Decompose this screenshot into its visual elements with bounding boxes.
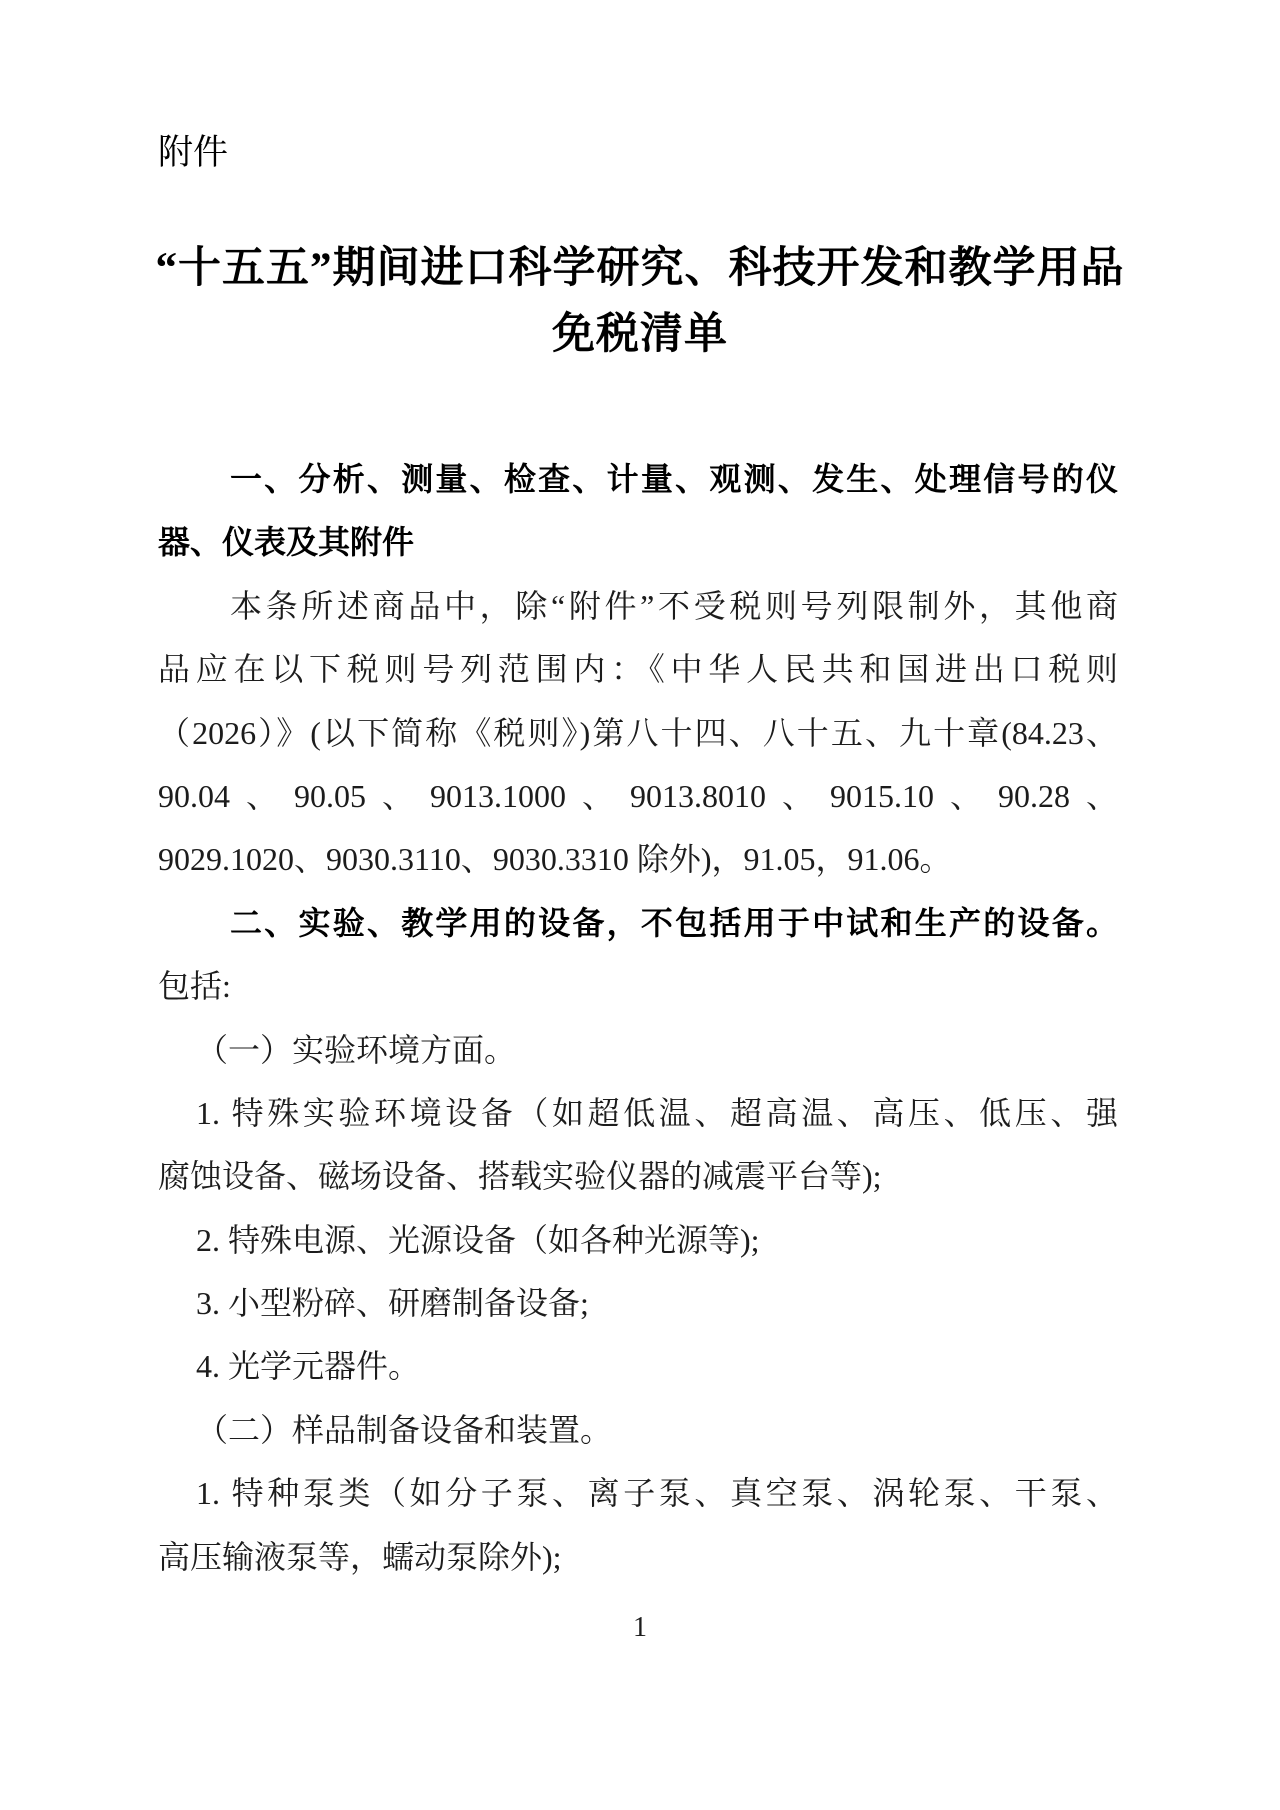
text-line: 90.04、90.05、9013.1000、9013.8010、9015.10、90.28、 — [158, 777, 1118, 814]
text-line: 包括: — [158, 968, 231, 1005]
text-line-item-1: 1. 特殊实验环境设备（如超低温、超高温、高压、低压、强 — [196, 1094, 1118, 1131]
text-line-section-1-heading-cont: 器、仪表及其附件 — [158, 524, 415, 561]
text-line-section-2-heading: 二、实验、教学用的设备，不包括用于中试和生产的设备。 — [230, 904, 1118, 941]
text-line: （2026）》(以下简称《税则》)第八十四、八十五、九十章(84.23、 — [158, 714, 1118, 751]
attachment-label: 附件 — [158, 133, 229, 172]
title-line-1: “十五五”期间进口科学研究、科技开发和教学用品 — [155, 245, 1125, 292]
text-line: 9029.1020、9030.3110、9030.3310 除外)，91.05，91.06。 — [158, 841, 952, 878]
text-line-subsection-1: （一）实验环境方面。 — [196, 1031, 517, 1068]
text-line-item-4: 4. 光学元器件。 — [196, 1348, 421, 1385]
text-line-item-3: 3. 小型粉碎、研磨制备设备; — [196, 1285, 589, 1322]
text-line: 品应在以下税则号列范围内：《中华人民共和国进出口税则 — [158, 651, 1118, 688]
document-body — [158, 448, 1118, 1589]
text-line-item-1b: 1. 特种泵类（如分子泵、离子泵、真空泵、涡轮泵、干泵、 — [196, 1475, 1118, 1512]
text-line-subsection-2: （二）样品制备设备和装置。 — [196, 1411, 613, 1448]
title-line-2: 免税清单 — [552, 311, 728, 358]
text-line-item-1-cont: 腐蚀设备、磁场设备、搭载实验仪器的减震平台等); — [158, 1158, 882, 1195]
text-line-item-1b-cont: 高压输液泵等，蠕动泵除外); — [158, 1538, 562, 1575]
document-title — [0, 236, 1280, 368]
text-line-item-2: 2. 特殊电源、光源设备（如各种光源等); — [196, 1221, 760, 1258]
text-line: 本条所述商品中，除“附件”不受税则号列限制外，其他商 — [230, 587, 1118, 624]
page-number: 1 — [633, 1612, 647, 1643]
text-line-section-1-heading: 一、分析、测量、检查、计量、观测、发生、处理信号的仪 — [230, 461, 1118, 497]
